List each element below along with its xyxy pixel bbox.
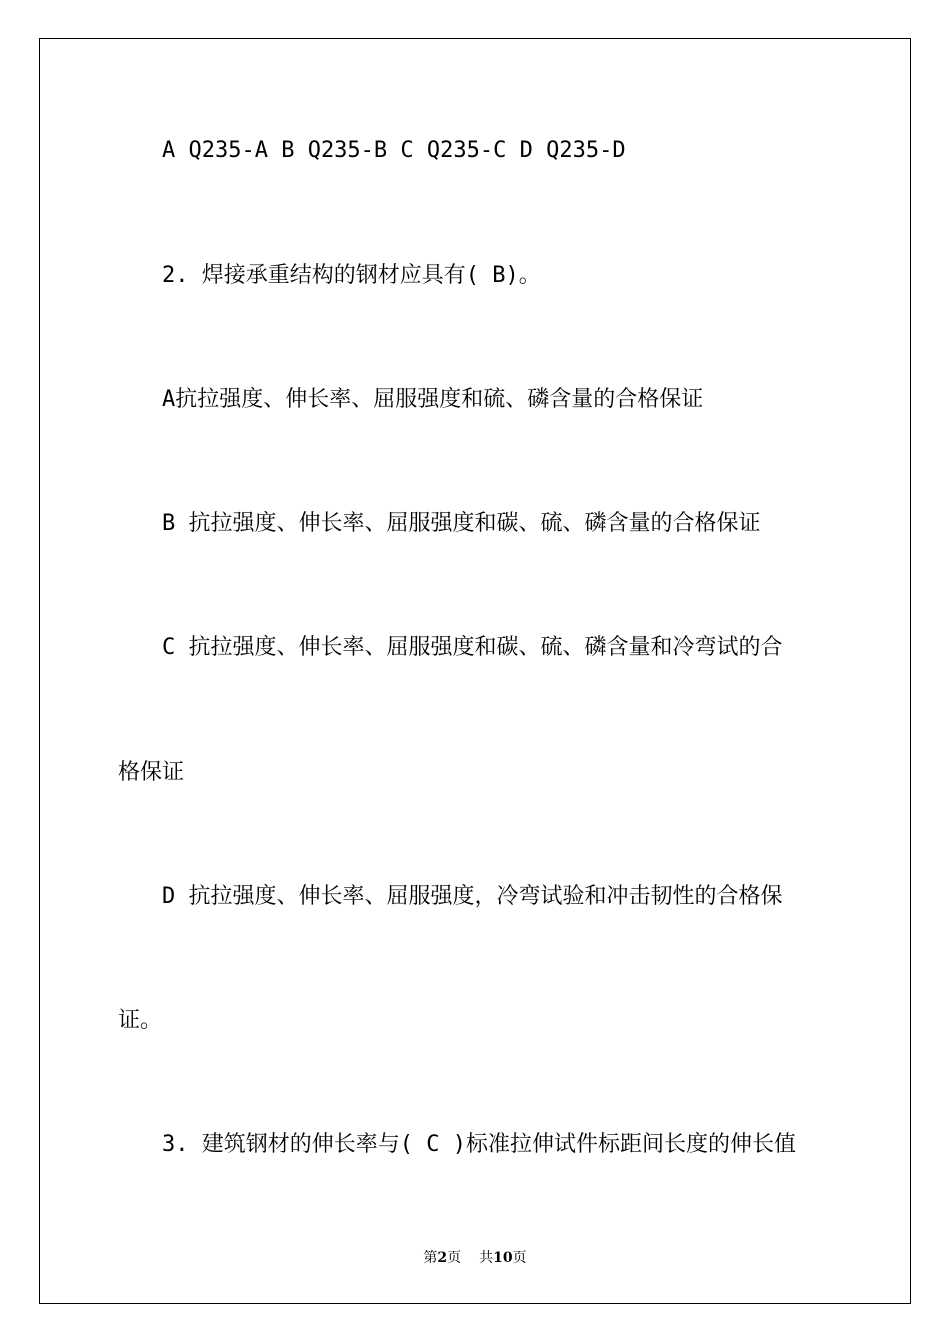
option-b: B 抗拉强度、伸长率、屈服强度和碳、硫、磷含量的合格保证 [162, 511, 761, 536]
total-suffix: 页 [512, 1250, 527, 1266]
option-d: D 抗拉强度、伸长率、屈服强度，冷弯试验和冲击韧性的合格保 [162, 884, 783, 909]
option-a: A抗拉强度、伸长率、屈服强度和硫、磷含量的合格保证 [162, 387, 704, 412]
page-footer [0, 1249, 950, 1267]
total-prefix: 共 [479, 1250, 494, 1266]
option-d-continued: 证。 [118, 1008, 163, 1033]
answer-options-line: A Q235-A B Q235-B C Q235-C D Q235-D [162, 138, 626, 163]
question-2: 2. 焊接承重结构的钢材应具有( B)。 [162, 263, 541, 288]
total-pages: 10 [493, 1250, 513, 1266]
page-suffix: 页 [447, 1250, 462, 1266]
option-c: C 抗拉强度、伸长率、屈服强度和碳、硫、磷含量和冷弯试的合 [162, 635, 783, 660]
page-prefix: 第 [423, 1250, 438, 1266]
page-number: 2 [437, 1250, 448, 1266]
option-c-continued: 格保证 [118, 760, 185, 785]
question-3: 3. 建筑钢材的伸长率与( C )标准拉伸试件标距间长度的伸长值 [162, 1132, 796, 1157]
page-border [39, 38, 911, 1304]
